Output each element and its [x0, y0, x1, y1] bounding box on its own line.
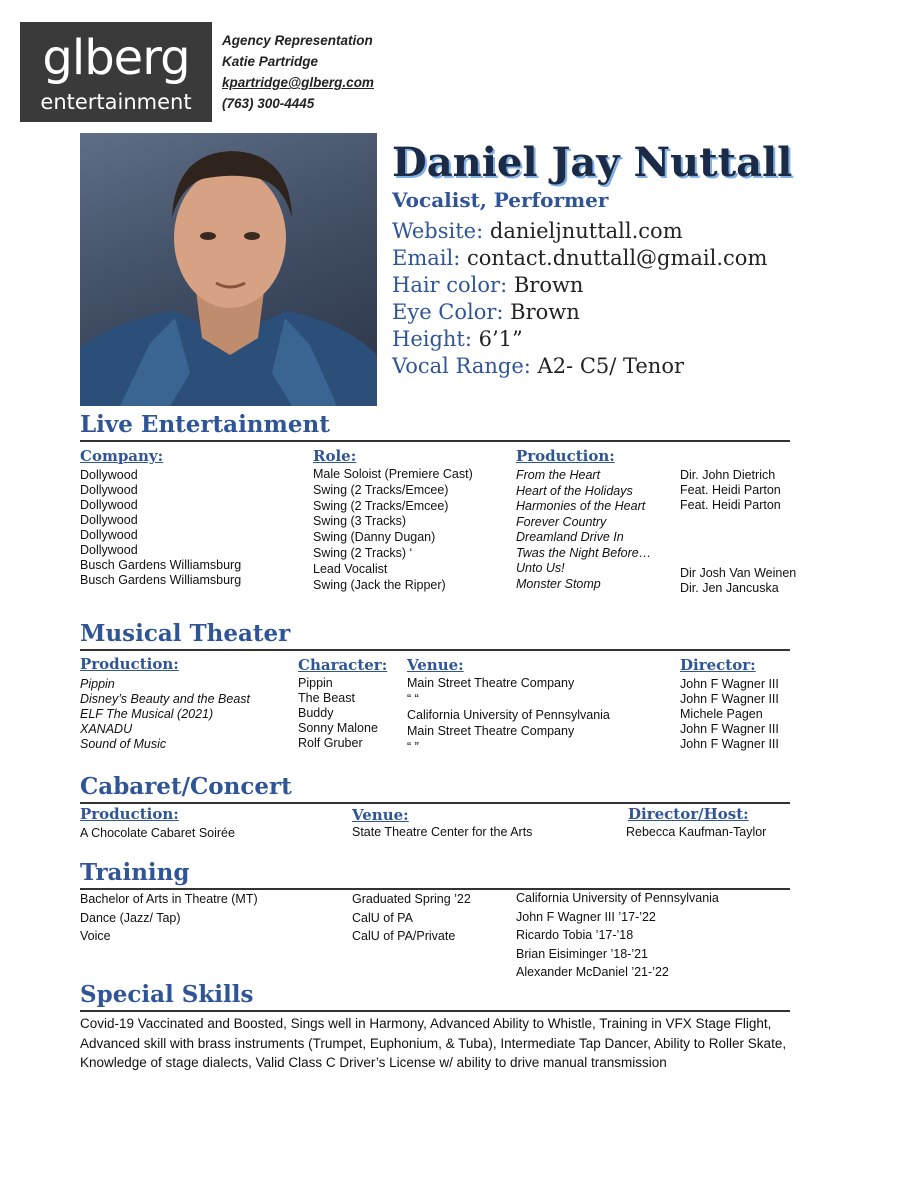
list-item: Swing (2 Tracks/Emcee): [313, 482, 449, 497]
hair-value: Brown: [513, 273, 584, 297]
list-item: Pippin: [80, 677, 115, 691]
list-item: John F Wagner III ’17-’22: [516, 909, 656, 924]
list-item: “ “: [407, 692, 419, 706]
mt-character-column: [298, 676, 378, 751]
cabaret-director-header: Director/Host:: [628, 805, 749, 823]
live-company-column: [80, 468, 241, 588]
list-item: XANADU: [80, 722, 133, 736]
list-item: ELF The Musical (2021): [80, 707, 214, 721]
list-item: Harmonies of the Heart: [516, 499, 646, 513]
list-item: Rolf Gruber: [298, 736, 363, 750]
agency-logo: [20, 22, 212, 122]
list-item: Voice: [80, 929, 111, 943]
height-value: 6’1”: [478, 327, 523, 351]
live-production-column: [516, 468, 651, 592]
range-value: A2- C5/ Tenor: [537, 354, 685, 378]
list-item: Swing (Danny Dugan): [313, 530, 436, 545]
mt-production-column: [80, 677, 250, 752]
list-item: Dollywood: [80, 528, 138, 542]
list-item: Unto Us!: [516, 561, 565, 575]
live-company-header: Company:: [80, 447, 164, 465]
list-item: Busch Gardens Williamsburg: [80, 573, 242, 587]
list-item: Main Street Theatre Company: [407, 724, 575, 738]
list-item: Twas the Night Before…: [516, 545, 652, 560]
headshot-illustration: [80, 133, 377, 406]
eye-label: Eye Color:: [392, 300, 504, 324]
mt-director-header: Director:: [680, 656, 756, 674]
list-item: Dance (Jazz/ Tap): [80, 910, 181, 925]
section-cabaret-concert: Cabaret/Concert: [80, 772, 790, 804]
list-item: Dollywood: [80, 468, 138, 482]
list-item: Feat. Heidi Parton: [680, 498, 781, 512]
list-item: Male Soloist (Premiere Cast): [313, 467, 473, 481]
list-item: [680, 513, 796, 528]
website-link[interactable]: danieljnuttall.com: [489, 219, 683, 243]
section-live-entertainment: Live Entertainment: [80, 410, 790, 442]
list-item: Dreamland Drive In: [516, 530, 624, 544]
agent-name: Katie Partridge: [222, 54, 319, 69]
logo-subtitle: entertainment: [40, 90, 192, 114]
list-item: Michele Pagen: [680, 707, 763, 721]
agency-title: Agency Representation: [222, 33, 373, 48]
list-item: Ricardo Tobia ’17-’18: [516, 928, 634, 942]
list-item: Bachelor of Arts in Theatre (MT): [80, 892, 258, 906]
range-label: Vocal Range:: [392, 354, 531, 378]
list-item: Dollywood: [80, 513, 138, 527]
list-item: Feat. Heidi Parton: [680, 483, 781, 497]
list-item: [680, 543, 796, 558]
hair-label: Hair color:: [392, 273, 508, 297]
performer-subtitle: Vocalist, Performer: [392, 188, 609, 212]
section-training: Training: [80, 858, 790, 890]
section-special-skills: Special Skills: [80, 980, 790, 1012]
headshot-photo: [80, 133, 377, 406]
live-notes-column: [680, 468, 796, 596]
email-link[interactable]: contact.dnuttall@gmail.com: [466, 246, 768, 270]
list-item: Heart of the Holidays: [516, 483, 633, 498]
list-item: Alexander McDaniel ’21-’22: [516, 965, 669, 979]
cabaret-venue: State Theatre Center for the Arts: [352, 825, 533, 839]
list-item: Dir. Jen Jancuska: [680, 581, 779, 595]
list-item: California University of Pennsylvania: [516, 891, 719, 905]
live-role-column: [313, 467, 473, 593]
mt-director-column: [680, 677, 779, 752]
list-item: The Beast: [298, 691, 355, 705]
list-item: John F Wagner III: [680, 737, 779, 751]
cabaret-production: A Chocolate Cabaret Soirée: [80, 826, 235, 840]
contact-details: [392, 218, 767, 380]
list-item: CalU of PA: [352, 910, 413, 925]
training-instructor-column: [516, 889, 719, 982]
list-item: Main Street Theatre Company: [407, 676, 575, 690]
list-item: John F Wagner III: [680, 677, 779, 691]
list-item: Disney’s Beauty and the Beast: [80, 692, 251, 706]
live-production-header: Production:: [516, 447, 615, 465]
list-item: Buddy: [298, 706, 334, 720]
list-item: Swing (2 Tracks/Emcee): [313, 498, 449, 513]
list-item: CalU of PA/Private: [352, 929, 456, 943]
list-item: Monster Stomp: [516, 576, 601, 591]
training-status-column: [352, 890, 471, 946]
live-role-header: Role:: [313, 447, 357, 465]
height-label: Height:: [392, 327, 472, 351]
list-item: Forever Country: [516, 514, 607, 529]
mt-character-header: Character:: [298, 656, 388, 674]
agent-phone: (763) 300-4445: [222, 96, 315, 111]
list-item: Graduated Spring ’22: [352, 892, 471, 906]
website-label: Website:: [392, 219, 484, 243]
list-item: “ ”: [407, 740, 419, 754]
list-item: California University of Pennsylvania: [407, 708, 610, 722]
list-item: Dollywood: [80, 543, 138, 557]
section-musical-theater: Musical Theater: [80, 619, 790, 651]
list-item: Dir Josh Van Weinen: [680, 566, 797, 580]
email-label: Email:: [392, 246, 461, 270]
mt-venue-header: Venue:: [407, 656, 464, 674]
list-item: Sound of Music: [80, 737, 167, 751]
cabaret-venue-header: Venue:: [352, 806, 409, 824]
list-item: Dollywood: [80, 483, 138, 497]
agent-email-link[interactable]: kpartridge@glberg.com: [222, 75, 374, 90]
cabaret-director: Rebecca Kaufman-Taylor: [626, 825, 767, 839]
list-item: John F Wagner III: [680, 722, 779, 736]
list-item: Brian Eisiminger ’18-’21: [516, 946, 649, 961]
eye-value: Brown: [510, 300, 580, 324]
list-item: Pippin: [298, 676, 333, 690]
cabaret-production-header: Production:: [80, 805, 179, 823]
list-item: Sonny Malone: [298, 721, 378, 735]
list-item: [680, 528, 796, 543]
performer-name: Daniel Jay Nuttall: [392, 139, 793, 186]
list-item: From the Heart: [516, 468, 601, 482]
mt-production-header: Production:: [80, 655, 179, 673]
list-item: Dollywood: [80, 498, 138, 512]
training-program-column: [80, 890, 258, 946]
list-item: Lead Vocalist: [313, 561, 388, 576]
logo-wordmark: glberg: [42, 30, 190, 86]
special-skills-text: Covid-19 Vaccinated and Boosted, Sings well in Harmony, Advanced Ability to Whistle, Training in VFX Stage Flight, Advanced skill with brass instruments (Trumpet, Euphonium, & Tuba), Intermediate Tap Dancer, Ability to Roller Skate, Knowledge of stage dialects, Valid Class C Driver’s License w/ ability to drive manual transmission: [80, 1016, 787, 1070]
list-item: Busch Gardens Williamsburg: [80, 558, 242, 572]
agency-info: [222, 30, 374, 114]
list-item: John F Wagner III: [680, 692, 779, 706]
list-item: Dir. John Dietrich: [680, 468, 776, 482]
list-item: Swing (2 Tracks) ‘: [313, 545, 413, 560]
mt-venue-column: [407, 675, 610, 755]
list-item: Swing (Jack the Ripper): [313, 577, 446, 592]
list-item: Swing (3 Tracks): [313, 514, 407, 529]
